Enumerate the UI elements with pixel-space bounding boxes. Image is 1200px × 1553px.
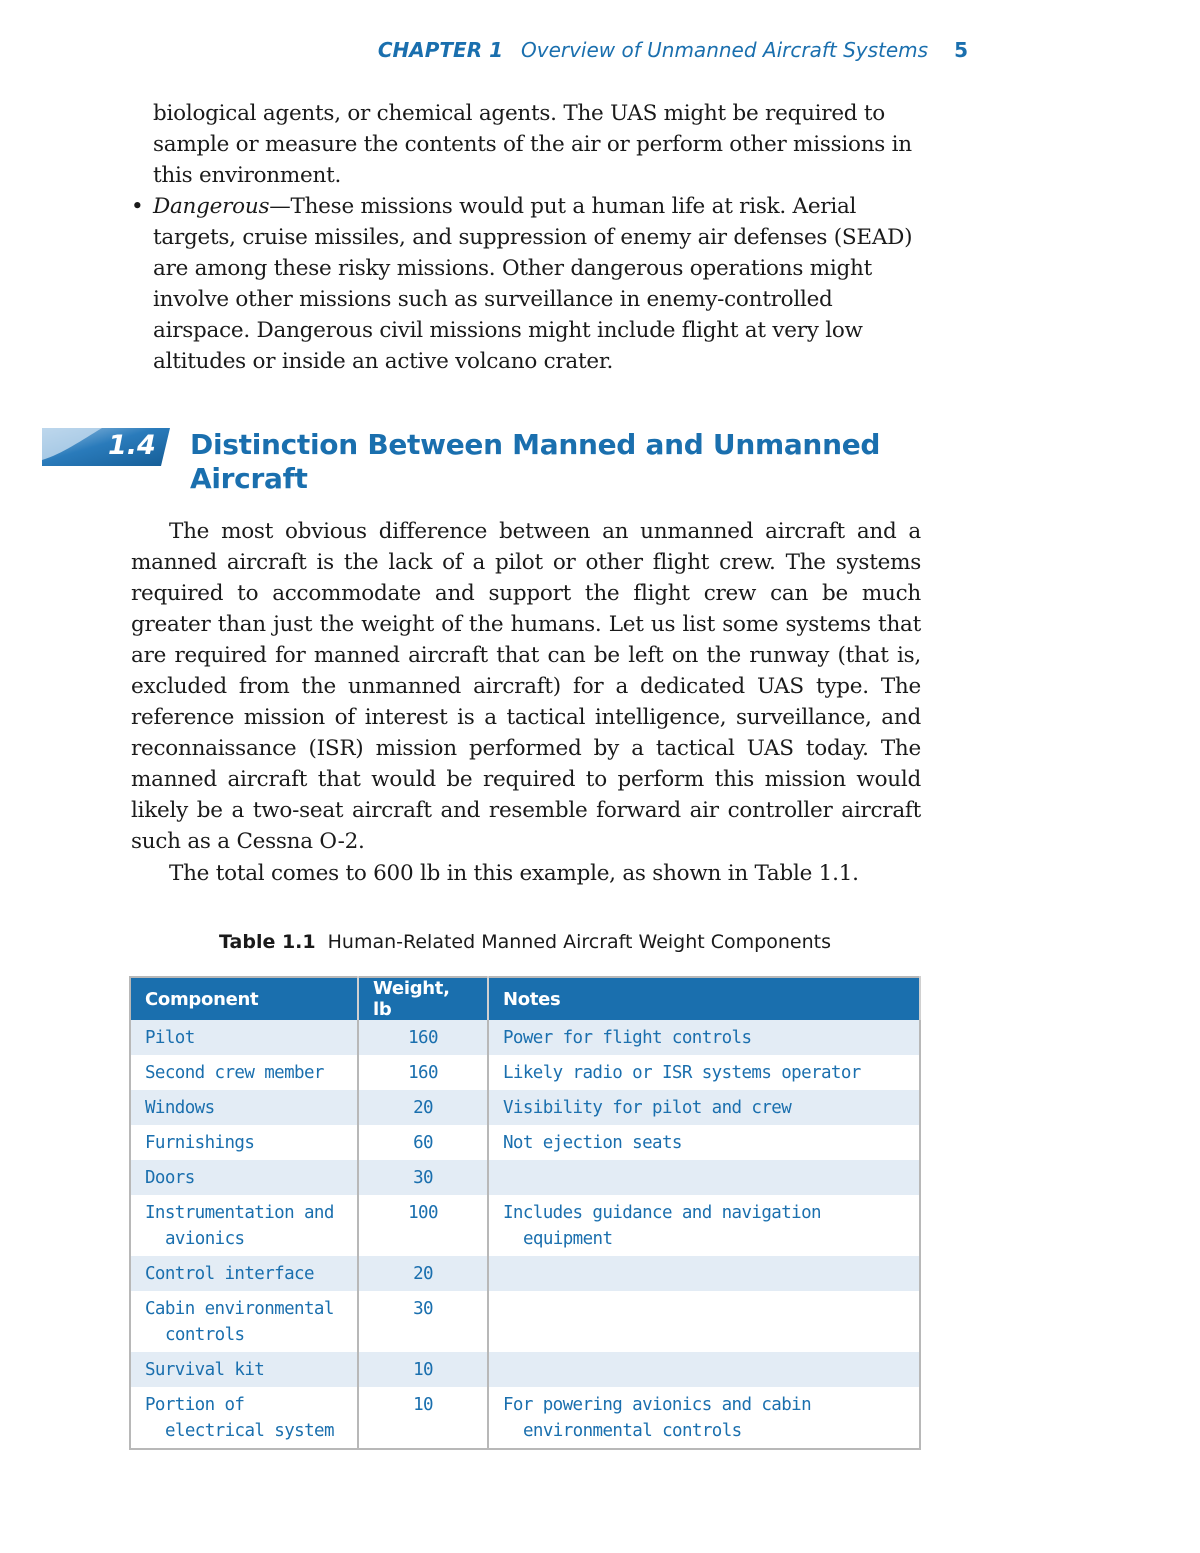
table-row — [130, 1387, 920, 1449]
body-paragraph-2: The total comes to 600 lb in this example, as shown in Table 1.1. — [169, 861, 859, 886]
cell-notes: For powering avionics and cabin environmental controls — [488, 1387, 920, 1449]
cell-component: Pilot — [130, 1020, 358, 1055]
cell-component: Control interface — [130, 1256, 358, 1291]
cell-component: Survival kit — [130, 1352, 358, 1387]
cell-component: Furnishings — [130, 1125, 358, 1160]
cell-component: Doors — [130, 1160, 358, 1195]
table-row — [130, 1055, 920, 1090]
cell-component: Instrumentation and avionics — [130, 1195, 358, 1256]
cell-weight: 30 — [358, 1160, 488, 1195]
cell-component: Second crew member — [130, 1055, 358, 1090]
col-header-weight: Weight, lb — [358, 977, 488, 1020]
cell-notes: Likely radio or ISR systems operator — [488, 1055, 920, 1090]
table-row — [130, 1352, 920, 1387]
chapter-title: Overview of Unmanned Aircraft Systems — [520, 38, 929, 62]
table-header-row — [130, 977, 920, 1020]
cell-component: Portion of electrical system — [130, 1387, 358, 1449]
cell-weight: 10 — [358, 1387, 488, 1449]
weight-table — [129, 976, 921, 1450]
col-header-component: Component — [130, 977, 358, 1020]
bullet-dot: • — [131, 194, 144, 219]
cell-weight: 20 — [358, 1090, 488, 1125]
table-row — [130, 1020, 920, 1055]
table-row — [130, 1291, 920, 1352]
table-row — [130, 1090, 920, 1125]
cell-weight: 60 — [358, 1125, 488, 1160]
cell-notes: Includes guidance and navigation equipment — [488, 1195, 920, 1256]
table-caption — [130, 931, 920, 953]
cell-notes — [488, 1352, 920, 1387]
table-caption-text: Human-Related Manned Aircraft Weight Components — [327, 931, 831, 953]
running-header — [300, 38, 968, 62]
table-row — [130, 1256, 920, 1291]
cell-weight: 160 — [358, 1055, 488, 1090]
cell-notes — [488, 1160, 920, 1195]
chapter-label: CHAPTER 1 — [377, 38, 503, 62]
table-row — [130, 1125, 920, 1160]
intro-continuation: biological agents, or chemical agents. The UAS might be required to sample or measure the contents of the air or perform other missions in this environment. — [153, 101, 912, 188]
body-paragraph-1: The most obvious difference between an unmanned aircraft and a manned aircraft is the lack of a pilot or other flight crew. The systems required to accommodate and support the flight crew can be much greater than just the weight of the humans. Let us list some systems that are required for manned aircraft that can be left on the runway (that is, excluded from the unmanned aircraft) for a dedicated UAS type. The reference mission of interest is a tactical intelligence, surveillance, and reconnaissance (ISR) mission performed by a tactical UAS today. The manned aircraft that would be required to perform this mission would likely be a two-seat aircraft and resemble forward air controller aircraft such as a Cessna O-2. — [131, 519, 921, 854]
cell-notes — [488, 1291, 920, 1352]
cell-component: Windows — [130, 1090, 358, 1125]
page-number: 5 — [954, 38, 968, 62]
table-row — [130, 1195, 920, 1256]
section-number: 1.4 — [108, 430, 156, 461]
cell-weight: 160 — [358, 1020, 488, 1055]
bullet-text: —These missions would put a human life at risk. Aerial targets, cruise missiles, and suppression of enemy air defenses (SEAD) are among these risky missions. Other dangerous operations might involve other missions such as surveillance in enemy-controlled airspace. Dangerous civil missions might include flight at very low altitudes or inside an active volcano crater. — [153, 194, 913, 374]
col-header-notes: Notes — [488, 977, 920, 1020]
cell-notes — [488, 1256, 920, 1291]
cell-weight: 20 — [358, 1256, 488, 1291]
cell-weight: 10 — [358, 1352, 488, 1387]
cell-notes: Visibility for pilot and crew — [488, 1090, 920, 1125]
bullet-dangerous — [131, 191, 921, 377]
cell-weight: 100 — [358, 1195, 488, 1256]
bullet-term: Dangerous — [153, 194, 270, 219]
section-title: Distinction Between Manned and Unmanned Aircraft — [190, 428, 881, 495]
table-row — [130, 1160, 920, 1195]
cell-notes: Not ejection seats — [488, 1125, 920, 1160]
cell-weight: 30 — [358, 1291, 488, 1352]
cell-component: Cabin environmental controls — [130, 1291, 358, 1352]
table-label: Table 1.1 — [219, 931, 316, 953]
cell-notes: Power for flight controls — [488, 1020, 920, 1055]
